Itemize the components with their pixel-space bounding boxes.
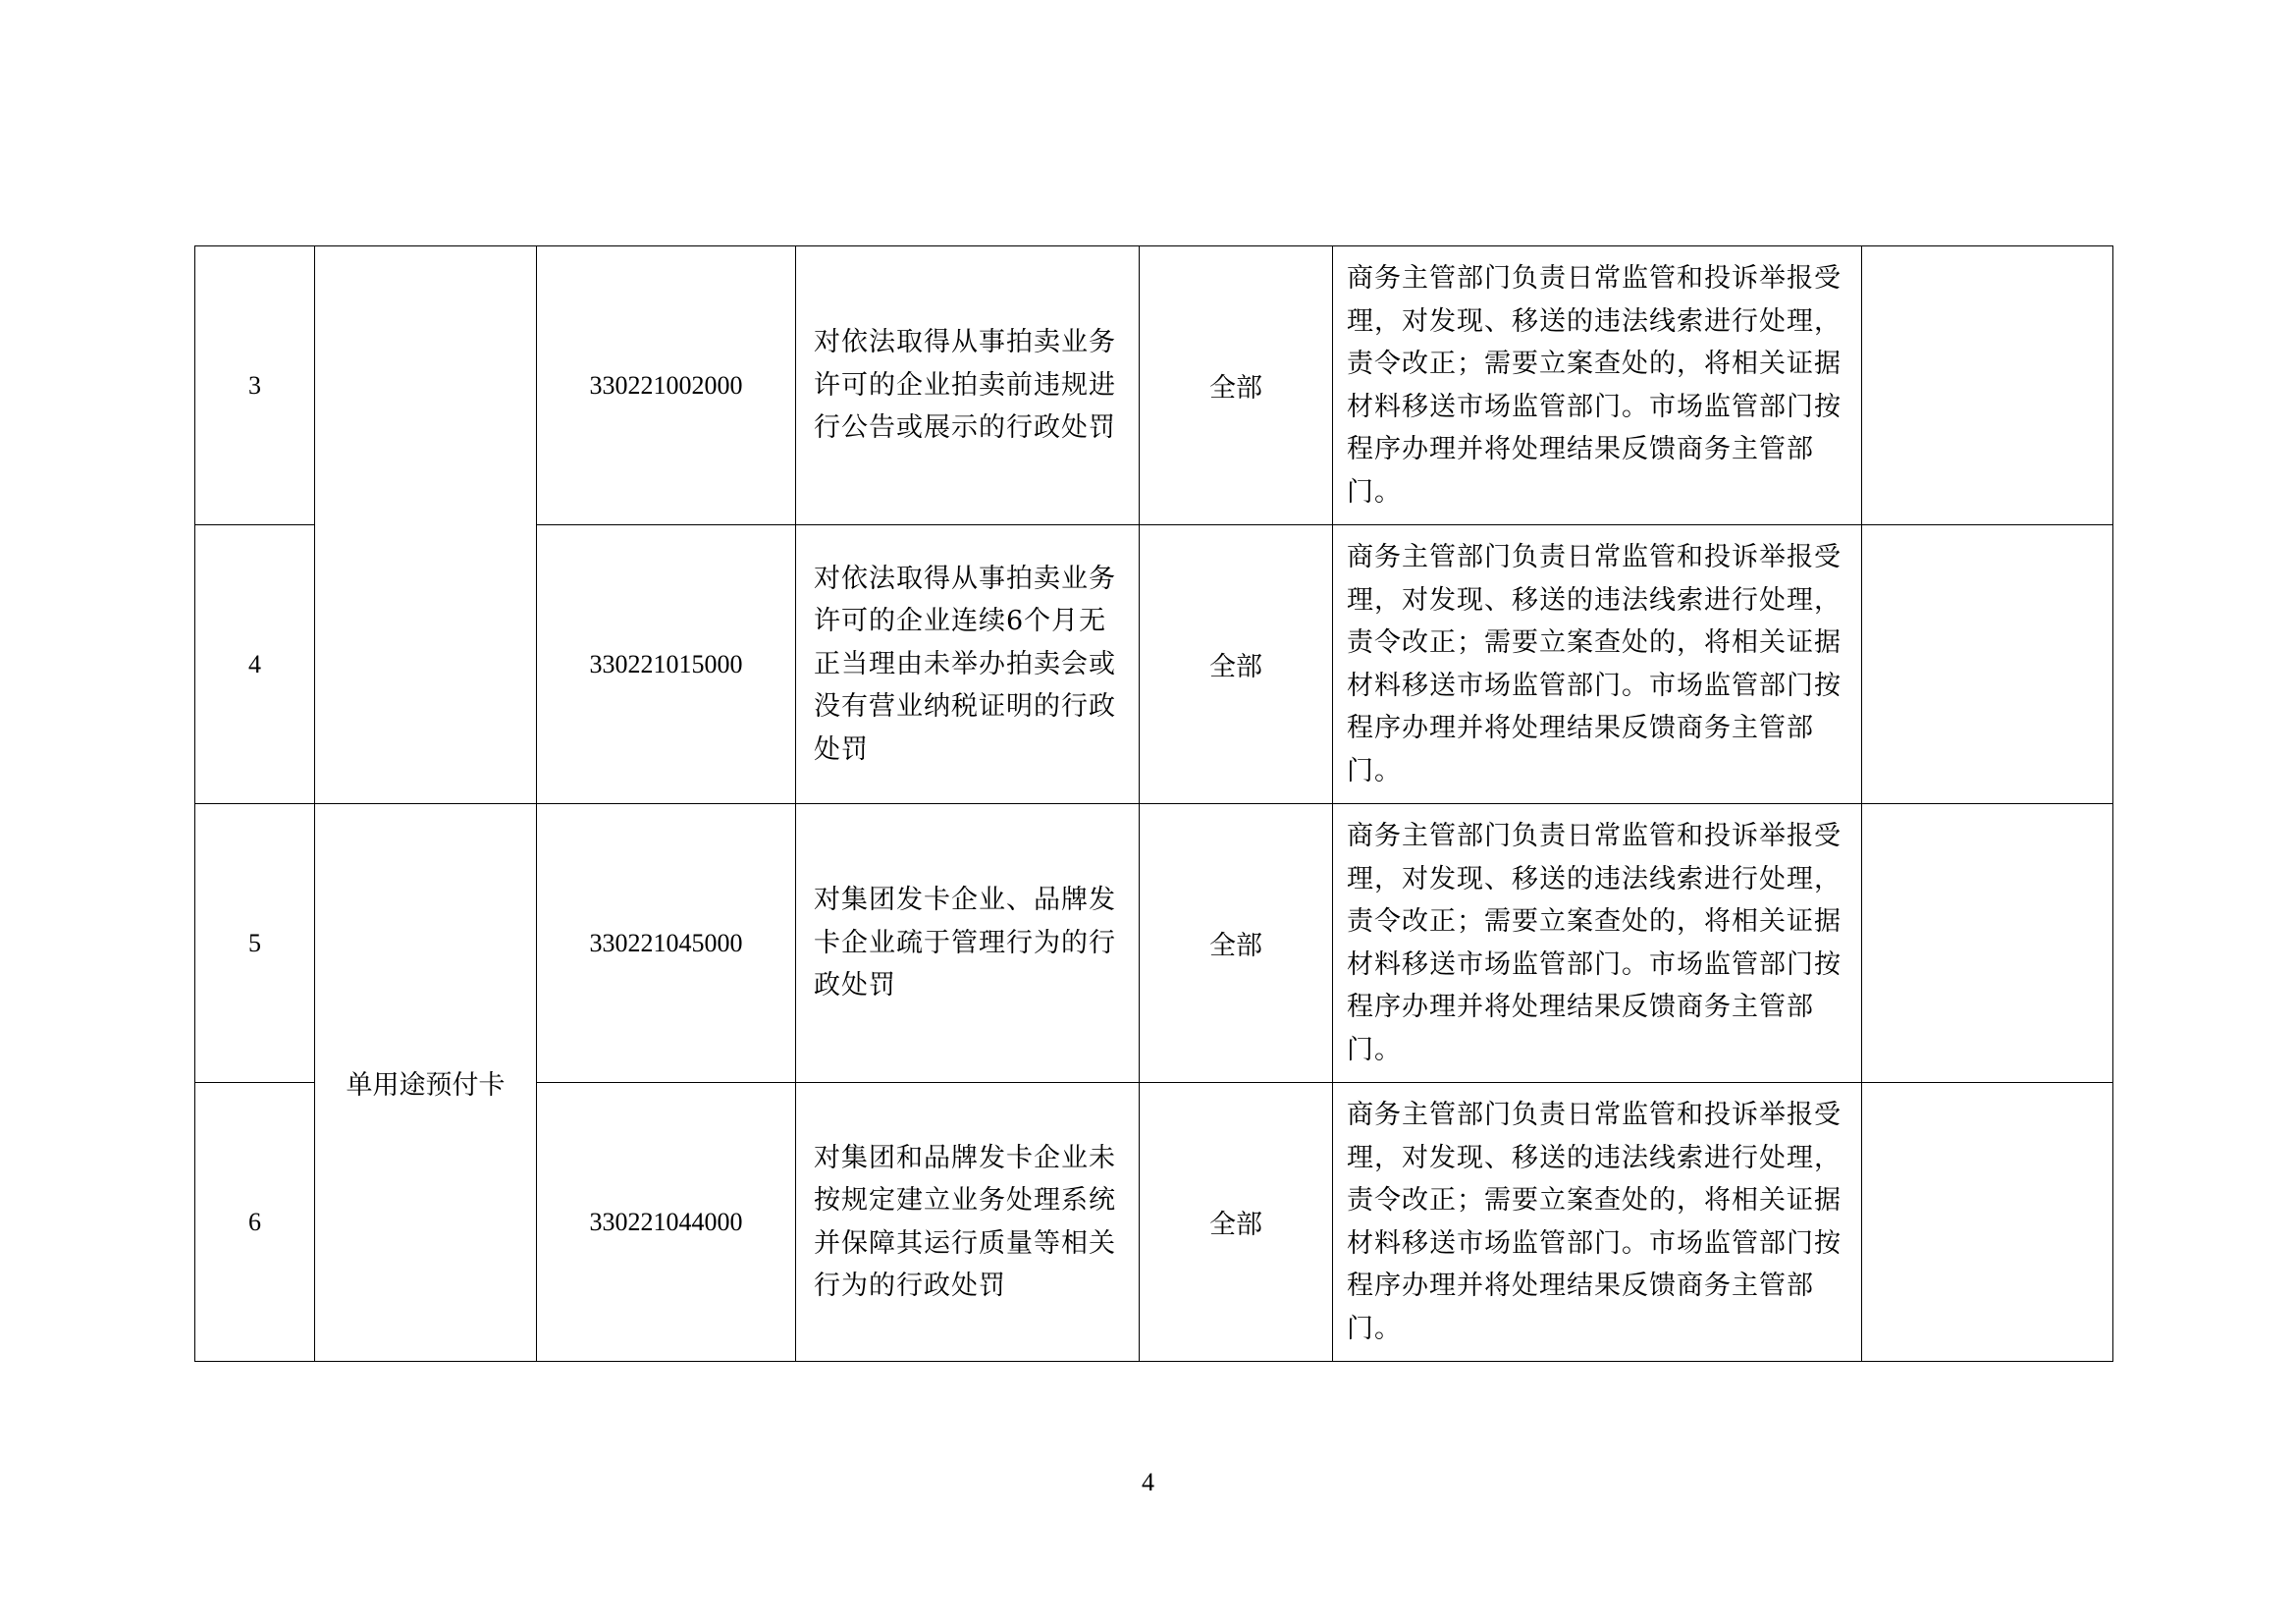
remark-cell: [1862, 525, 2113, 804]
responsibility-cell: 商务主管部门负责日常监管和投诉举报受理，对发现、移送的违法线索进行处理，责令改正；需要立案查处的，将相关证据材料移送市场监管部门。市场监管部门按程序办理并将处理结果反馈商务主管部门。: [1333, 1083, 1862, 1362]
scope-cell: 全部: [1140, 246, 1333, 525]
remark-cell: [1862, 804, 2113, 1083]
row-number: 4: [195, 525, 315, 804]
responsibility-cell: 商务主管部门负责日常监管和投诉举报受理，对发现、移送的违法线索进行处理，责令改正；需要立案查处的，将相关证据材料移送市场监管部门。市场监管部门按程序办理并将处理结果反馈商务主管部门。: [1333, 246, 1862, 525]
responsibility-cell: 商务主管部门负责日常监管和投诉举报受理，对发现、移送的违法线索进行处理，责令改正；需要立案查处的，将相关证据材料移送市场监管部门。市场监管部门按程序办理并将处理结果反馈商务主管部门。: [1333, 804, 1862, 1083]
item-name: 对依法取得从事拍卖业务许可的企业拍卖前违规进行公告或展示的行政处罚: [796, 246, 1140, 525]
category-cell: [315, 246, 537, 804]
item-code: 330221015000: [537, 525, 796, 804]
responsibility-cell: 商务主管部门负责日常监管和投诉举报受理，对发现、移送的违法线索进行处理，责令改正；需要立案查处的，将相关证据材料移送市场监管部门。市场监管部门按程序办理并将处理结果反馈商务主管部门。: [1333, 525, 1862, 804]
category-cell: 单用途预付卡: [315, 804, 537, 1362]
item-code: 330221045000: [537, 804, 796, 1083]
table-row: [195, 246, 2113, 525]
enforcement-table-container: [194, 245, 2112, 1362]
enforcement-table: [194, 245, 2113, 1362]
row-number: 5: [195, 804, 315, 1083]
table-row: [195, 804, 2113, 1083]
row-number: 6: [195, 1083, 315, 1362]
remark-cell: [1862, 1083, 2113, 1362]
row-number: 3: [195, 246, 315, 525]
remark-cell: [1862, 246, 2113, 525]
item-name: 对集团发卡企业、品牌发卡企业疏于管理行为的行政处罚: [796, 804, 1140, 1083]
page-number: 4: [1142, 1468, 1154, 1496]
item-code: 330221044000: [537, 1083, 796, 1362]
item-name: 对依法取得从事拍卖业务许可的企业连续6个月无正当理由未举办拍卖会或没有营业纳税证明的行政处罚: [796, 525, 1140, 804]
item-name: 对集团和品牌发卡企业未按规定建立业务处理系统并保障其运行质量等相关行为的行政处罚: [796, 1083, 1140, 1362]
scope-cell: 全部: [1140, 1083, 1333, 1362]
scope-cell: 全部: [1140, 804, 1333, 1083]
item-code: 330221002000: [537, 246, 796, 525]
scope-cell: 全部: [1140, 525, 1333, 804]
